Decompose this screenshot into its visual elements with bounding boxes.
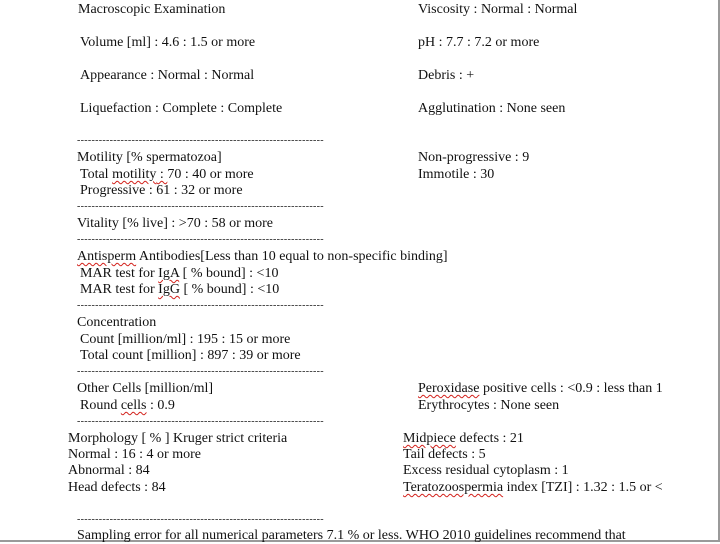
non-progressive-line: Non-progressive : 9 bbox=[418, 150, 530, 165]
total-motility-values: 70 : 40 or more bbox=[167, 167, 254, 182]
midpiece-word: Midpiece bbox=[403, 431, 456, 446]
macroscopic-heading: Macroscopic Examination bbox=[78, 2, 226, 17]
count-line: Count [million/ml] : 195 : 15 or more bbox=[80, 332, 291, 347]
round-cells-line bbox=[80, 398, 175, 414]
peroxidase-line bbox=[418, 381, 663, 397]
morphology-heading: Morphology [ % ] Kruger strict criteria bbox=[68, 431, 288, 446]
igg-word: IgG bbox=[158, 282, 180, 297]
mar-igg-prefix: MAR test for bbox=[80, 282, 159, 297]
section-divider: -------------------------------------------------------------------- bbox=[77, 201, 324, 212]
concentration-heading: Concentration bbox=[77, 315, 157, 330]
antisperm-heading bbox=[77, 249, 448, 265]
total-motility-sep: : bbox=[156, 167, 168, 182]
round-cells-rest: : 0.9 bbox=[146, 398, 175, 413]
antisperm-heading-rest: Antibodies[Less than 10 equal to non-specific binding] bbox=[136, 249, 448, 264]
erythrocytes-line: Erythrocytes : None seen bbox=[418, 398, 560, 413]
sampling-error-note: Sampling error for all numerical parameters 7.1 % or less. WHO 2010 guidelines recommend that bbox=[77, 528, 626, 543]
iga-word: IgA bbox=[158, 266, 180, 281]
progressive-line: Progressive : 61 : 32 or more bbox=[80, 183, 243, 198]
mar-iga-prefix: MAR test for bbox=[80, 266, 159, 281]
vitality-line: Vitality [% live] : >70 : 58 or more bbox=[77, 216, 274, 231]
section-divider: -------------------------------------------------------------------- bbox=[77, 416, 324, 427]
section-divider: -------------------------------------------------------------------- bbox=[77, 234, 324, 245]
total-count-line: Total count [million] : 897 : 39 or more bbox=[80, 348, 301, 363]
tzi-line bbox=[403, 480, 663, 496]
other-cells-heading: Other Cells [million/ml] bbox=[77, 381, 214, 396]
antisperm-word: Antisperm bbox=[77, 249, 137, 264]
teratozoospermia-word: Teratozoospermia bbox=[403, 480, 504, 495]
liquefaction-line: Liquefaction : Complete : Complete bbox=[80, 101, 283, 116]
midpiece-line bbox=[403, 431, 524, 447]
tzi-rest: index [TZI] : 1.32 : 1.5 or < bbox=[503, 480, 663, 495]
mar-iga-line bbox=[80, 266, 278, 282]
total-motility-line bbox=[80, 167, 254, 183]
round-cells-word: cells bbox=[120, 398, 147, 413]
mar-igg-line bbox=[80, 282, 279, 298]
round-cells-prefix: Round bbox=[80, 398, 121, 413]
section-divider: -------------------------------------------------------------------- bbox=[77, 366, 324, 377]
midpiece-rest: defects : 21 bbox=[455, 431, 524, 446]
total-motility-word: motility bbox=[112, 167, 157, 182]
volume-line: Volume [ml] : 4.6 : 1.5 or more bbox=[80, 35, 256, 50]
mar-iga-rest: [ % bound] : <10 bbox=[179, 266, 279, 281]
excess-residual-line: Excess residual cytoplasm : 1 bbox=[403, 463, 569, 478]
tail-defects-line: Tail defects : 5 bbox=[403, 447, 486, 462]
immotile-line: Immotile : 30 bbox=[418, 167, 495, 182]
mar-igg-rest: [ % bound] : <10 bbox=[179, 282, 280, 297]
ph-line: pH : 7.7 : 7.2 or more bbox=[418, 35, 540, 50]
debris-line: Debris : + bbox=[418, 68, 475, 83]
viscosity-line: Viscosity : Normal : Normal bbox=[418, 2, 578, 17]
normal-line: Normal : 16 : 4 or more bbox=[68, 447, 201, 462]
head-defects-line: Head defects : 84 bbox=[68, 480, 166, 495]
appearance-line: Appearance : Normal : Normal bbox=[80, 68, 255, 83]
motility-heading: Motility [% spermatozoa] bbox=[77, 150, 222, 165]
peroxidase-rest: positive cells : <0.9 : less than 1 bbox=[479, 381, 663, 396]
section-divider: -------------------------------------------------------------------- bbox=[77, 135, 324, 146]
abnormal-line: Abnormal : 84 bbox=[68, 463, 150, 478]
agglutination-line: Agglutination : None seen bbox=[418, 101, 566, 116]
total-motility-prefix: Total bbox=[80, 167, 113, 182]
section-divider: -------------------------------------------------------------------- bbox=[77, 300, 324, 311]
peroxidase-word: Peroxidase bbox=[418, 381, 480, 396]
section-divider: -------------------------------------------------------------------- bbox=[77, 514, 324, 525]
